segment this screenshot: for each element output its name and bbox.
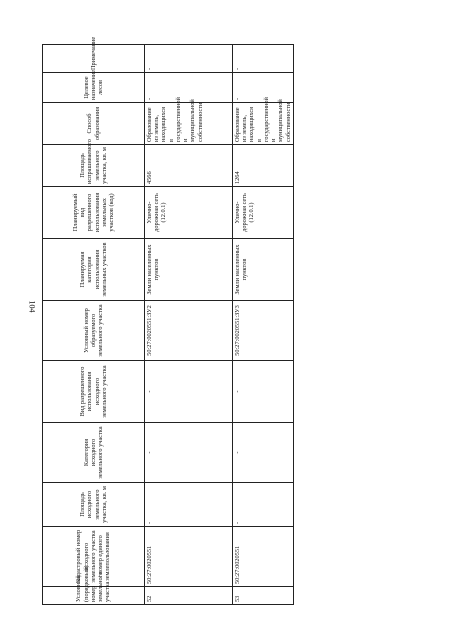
- planned-use-cell: Улично-дорожная сеть (12.0.1): [233, 187, 294, 239]
- cadastral-number-cell: 50:27:0020551: [145, 527, 233, 587]
- header-cell: Условный номер образуемого земельного участка: [43, 301, 145, 361]
- header-cell: Площадь исходного земельного участка, кв. м: [43, 483, 145, 527]
- header-cell: Планируемая категория использования земельных участков: [43, 239, 145, 301]
- source-area-cell: -: [233, 483, 294, 527]
- header-cell: Способ образования: [43, 103, 145, 145]
- planned-use-cell: Улично-дорожная сеть (12.0.1): [145, 187, 233, 239]
- forest-purpose-cell: -: [233, 73, 294, 103]
- header-cell: Кадастровый номер исходного земельного участка / номер единого землепользования: [43, 527, 145, 587]
- requested-area-cell: 1264: [233, 145, 294, 187]
- source-area-cell: -: [145, 483, 233, 527]
- source-category-cell: -: [145, 423, 233, 483]
- header-cell: Категория исходного земельного участка: [43, 423, 145, 483]
- formation-method-cell: Образование из земель, находящихся в государственной и муниципальной собственности: [233, 103, 294, 145]
- header-cell: Примечание: [43, 45, 145, 73]
- source-use-cell: -: [145, 361, 233, 423]
- planned-category-cell: Земли населенных пунктов: [145, 239, 233, 301]
- table-header-row: [43, 45, 145, 605]
- land-plot-table-wrapper: [42, 36, 292, 605]
- planned-category-cell: Земли населенных пунктов: [233, 239, 294, 301]
- table-row: [233, 45, 294, 605]
- requested-area-cell: 4566: [145, 145, 233, 187]
- note-cell: -: [145, 45, 233, 73]
- source-category-cell: -: [233, 423, 294, 483]
- note-cell: -: [233, 45, 294, 73]
- header-cell: Целевое назначение лесов: [43, 73, 145, 103]
- forest-purpose-cell: -: [145, 73, 233, 103]
- header-cell: Площадь испрашиваемого земельного участка, кв. м: [43, 145, 145, 187]
- row-number-cell: 53: [233, 587, 294, 605]
- source-use-cell: -: [233, 361, 294, 423]
- land-plot-table: [42, 36, 294, 605]
- formation-method-cell: Образование из земель, находящихся в государственной и муниципальной собственности: [145, 103, 233, 145]
- header-cell: Условный (порядковый) номер земельного участка: [43, 587, 145, 605]
- page-number: 104: [27, 300, 37, 313]
- table-row: [145, 45, 233, 605]
- header-cell: Планируемый вид разрешенного использования земельных участков (код): [43, 187, 145, 239]
- new-plot-number-cell: 50:27:0020551:ЗУ3: [233, 301, 294, 361]
- row-number-cell: 52: [145, 587, 233, 605]
- header-cell: Вид разрешенного использования исходного земельного участка: [43, 361, 145, 423]
- new-plot-number-cell: 50:27:0020551:ЗУ2: [145, 301, 233, 361]
- cadastral-number-cell: 50:27:0020551: [233, 527, 294, 587]
